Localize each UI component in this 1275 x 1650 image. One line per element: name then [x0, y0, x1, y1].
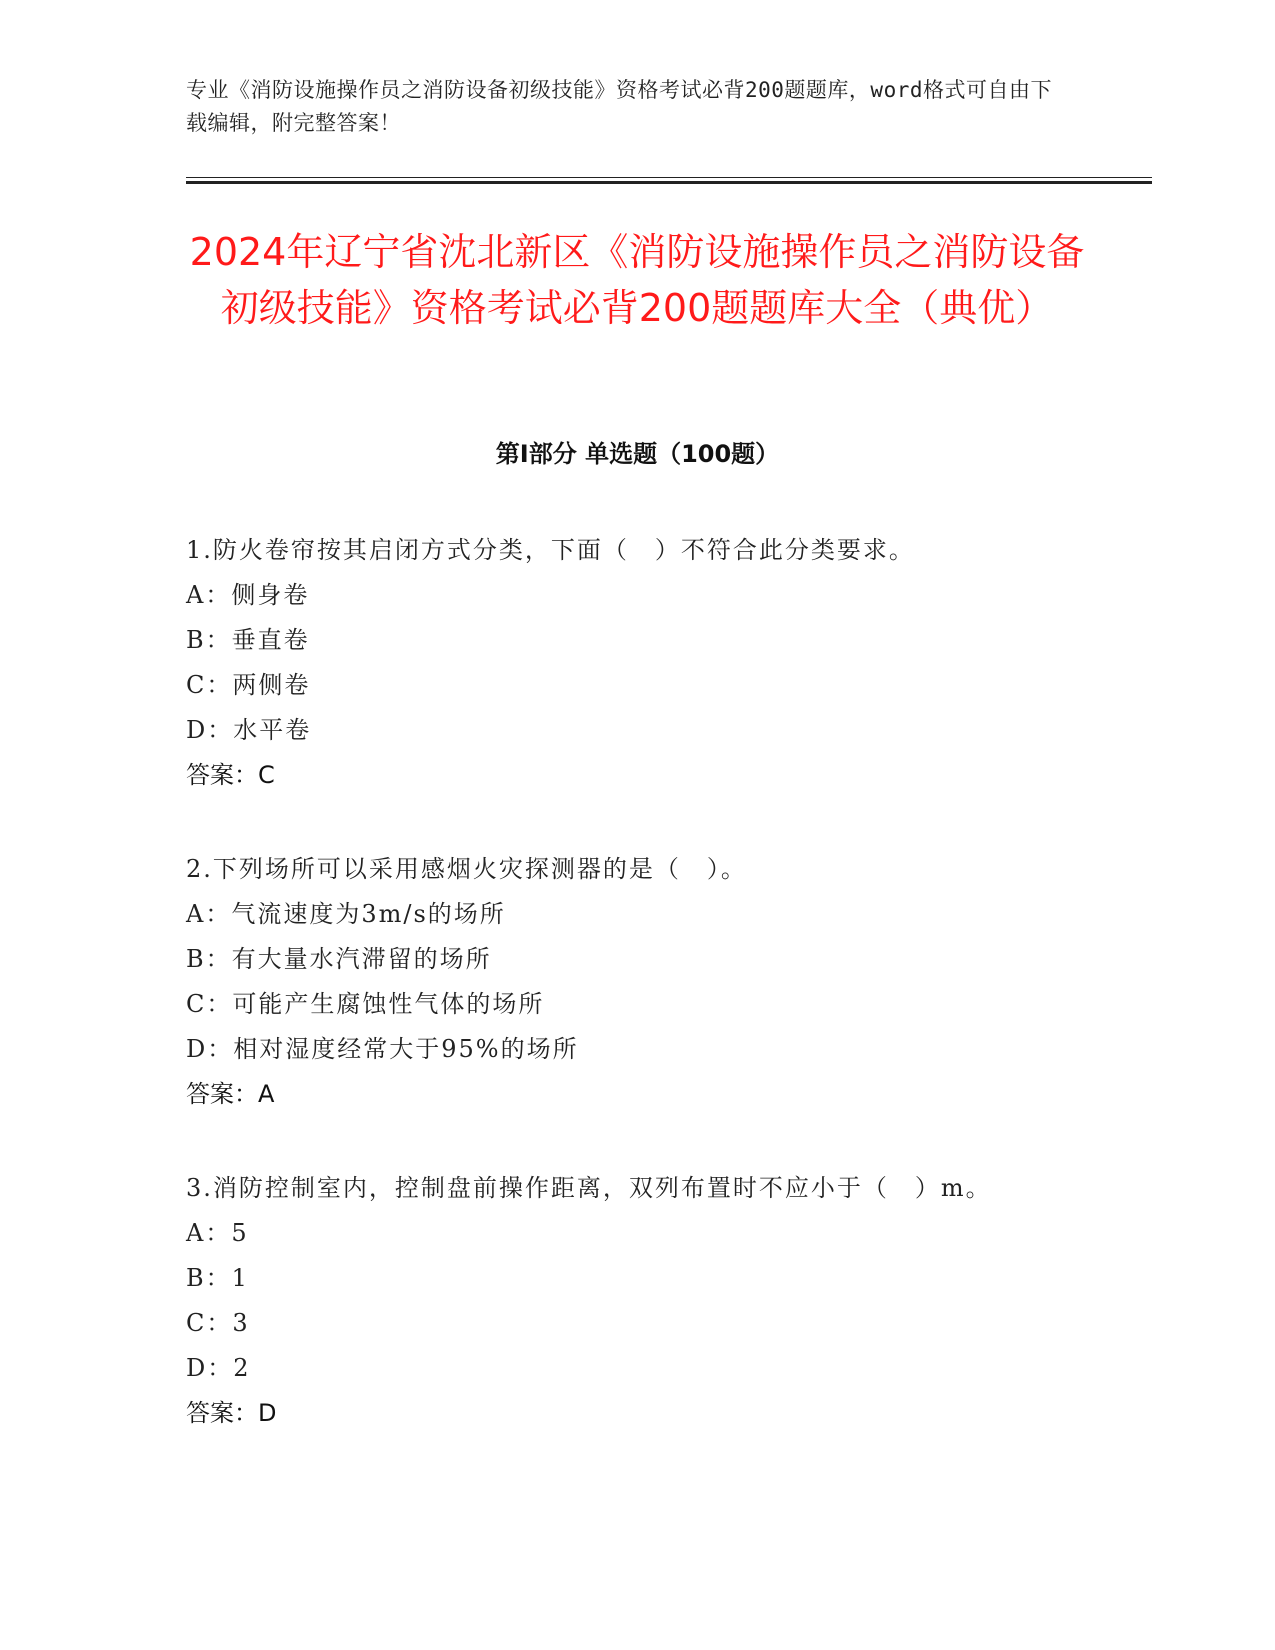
section-title: 第Ⅰ部分 单选题（100题） [495, 440, 780, 468]
option-a: A：气流速度为3m/s的场所 [186, 900, 506, 928]
option-b: B：有大量水汽滞留的场所 [186, 945, 492, 973]
header-divider-thick [186, 181, 1152, 184]
header-note: 专业《消防设施操作员之消防设备初级技能》资格考试必背200题题库，word格式可自由下载编辑，附完整答案！ [186, 78, 1052, 135]
question-stem: 1.防火卷帘按其启闭方式分类，下面（ ）不符合此分类要求。 [186, 536, 915, 564]
question-stem: 3.消防控制室内，控制盘前操作距离，双列布置时不应小于（ ）m。 [186, 1174, 992, 1202]
option-d: D：2 [186, 1354, 251, 1382]
option-d: D：相对湿度经常大于95%的场所 [186, 1035, 579, 1063]
option-d: D：水平卷 [186, 716, 312, 744]
header-divider-thin [186, 177, 1152, 178]
question-3 [186, 1166, 1146, 1436]
option-c: C：可能产生腐蚀性气体的场所 [186, 990, 545, 1018]
option-a: A：5 [186, 1219, 249, 1247]
document-title: 2024年辽宁省沈北新区《消防设施操作员之消防设备初级技能》资格考试必背200题题库大全（典优） [189, 230, 1085, 330]
option-b: B：1 [186, 1264, 249, 1292]
question-stem: 2.下列场所可以采用感烟火灾探测器的是（ ）。 [186, 855, 747, 883]
question-1 [186, 528, 1146, 798]
question-list [186, 528, 1146, 1485]
answer-line: 答案：A [186, 1080, 275, 1108]
option-a: A：侧身卷 [186, 581, 310, 609]
option-b: B：垂直卷 [186, 626, 310, 654]
answer-line: 答案：D [186, 1399, 277, 1427]
option-c: C：两侧卷 [186, 671, 311, 699]
answer-line: 答案：C [186, 761, 275, 789]
question-2 [186, 847, 1146, 1117]
option-c: C：3 [186, 1309, 250, 1337]
